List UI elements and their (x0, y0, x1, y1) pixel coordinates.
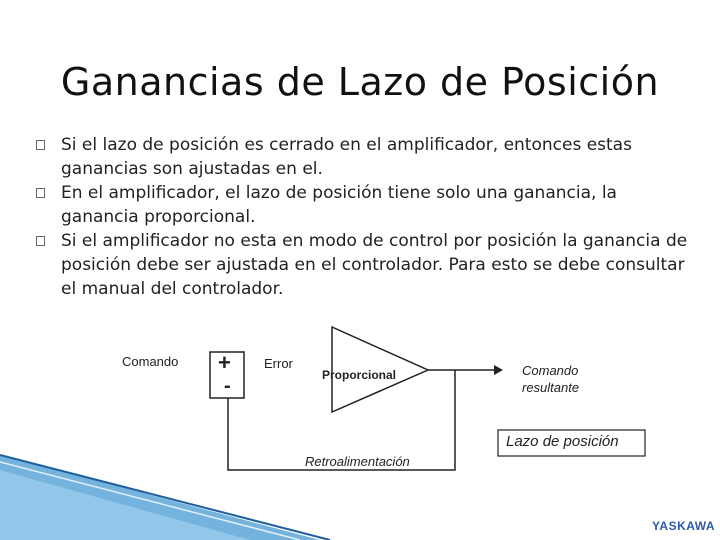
output-label-line1: Comando (522, 363, 579, 378)
plus-sign: + (218, 350, 231, 375)
gain-label: Proporcional (322, 368, 397, 382)
slide-title: Ganancias de Lazo de Posición (60, 60, 660, 104)
brand-logo: YASKAWA (652, 519, 716, 533)
minus-sign: - (224, 375, 231, 397)
feedback-label: Retroalimentación (305, 454, 410, 469)
bullet-text: Si el lazo de posición es cerrado en el amplificador, entonces estas ganancias son ajustadas en el. (61, 135, 632, 179)
bullet-text: Si el amplificador no esta en modo de control por posición la ganancia de posición debe ser ajustada en el controlador. Para esto se debe consultar el manual del controlador. (61, 231, 688, 299)
output-label-line2: resultante (522, 380, 580, 395)
error-label: Error (264, 356, 293, 371)
loop-label: Lazo de posición (506, 433, 619, 450)
footer-swoosh-light (0, 470, 250, 540)
bullet-text: En el amplificador, el lazo de posición tiene solo una ganancia, la ganancia proporcional. (61, 183, 617, 227)
input-label: Comando (122, 354, 179, 369)
